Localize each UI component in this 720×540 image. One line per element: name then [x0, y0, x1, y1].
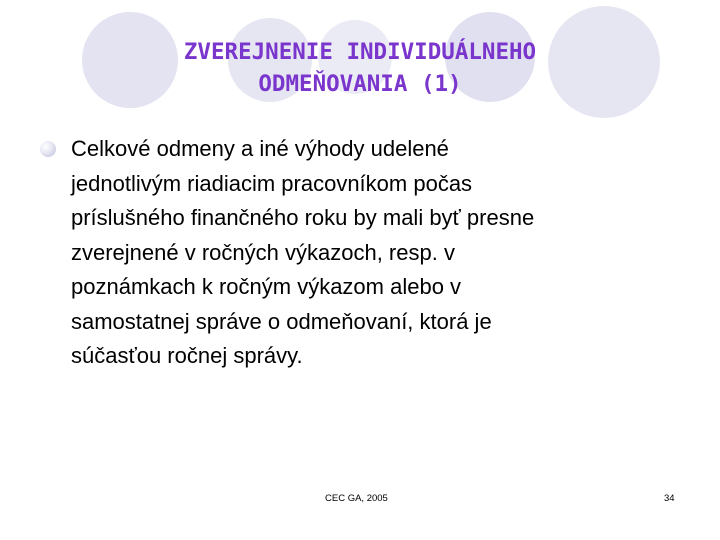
- bullet-line: poznámkach k ročným výkazom alebo v: [71, 274, 462, 299]
- footer-text: CEC GA, 2005: [325, 493, 388, 504]
- bullet-icon: [40, 141, 56, 157]
- bullet-line: Celkové odmeny a iné výhody udelené: [71, 136, 449, 161]
- title-line-2: ODMEŇOVANIA (1): [258, 71, 462, 97]
- bullet-text: [71, 132, 534, 374]
- bullet-line: súčasťou ročnej správy.: [71, 343, 303, 368]
- slide-title: [70, 36, 650, 100]
- bullet-line: jednotlivým riadiacim pracovníkom počas: [71, 170, 473, 196]
- title-line-1: ZVEREJNENIE INDIVIDUÁLNEHO: [183, 39, 537, 65]
- page-number: 34: [664, 493, 675, 504]
- bullet-line: príslušného finančného roku by mali byť presne: [71, 205, 535, 230]
- bullet-line: samostatnej správe o odmeňovaní, ktorá je: [71, 308, 492, 334]
- bullet-line: zverejnené v ročných výkazoch, resp. v: [71, 239, 455, 265]
